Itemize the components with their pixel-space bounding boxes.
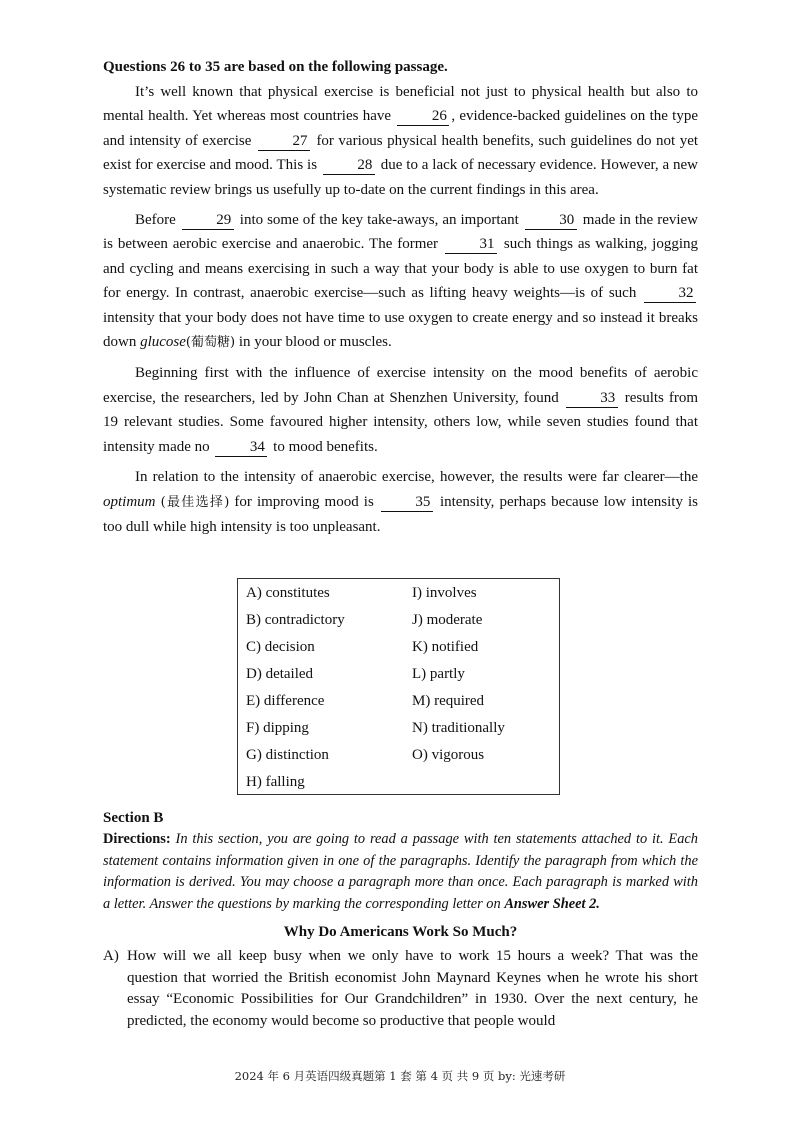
directions-label: Directions: [103,831,171,847]
blank-28[interactable]: 28 [323,157,375,175]
option-n[interactable]: N) traditionally [412,720,505,736]
option-h[interactable]: H) falling [246,774,305,790]
blank-35[interactable]: 35 [381,494,433,512]
word-bank [237,578,560,795]
option-g[interactable]: G) distinction [246,747,329,763]
glucose-gloss: (葡萄糖) [185,335,236,351]
passage-paragraph-2: Before 29 into some of the key take-aways, an important 30 made in the review is between aerobic exercise and anaerobic. The former 31 such things as walking, jogging and cycling and means exercising in such a way that your body is able to use oxygen to burn fat for energy. In contrast, anaerobic exercise—such as lifting heavy weights—is of such 32 intensity that your body does not have time to use oxygen to create energy and so instead it breaks down glucose(葡萄糖) in your blood or muscles. [103,212,699,351]
blank-30[interactable]: 30 [525,212,577,230]
option-b[interactable]: B) contradictory [246,612,345,628]
passage-paragraph-1: It’s well known that physical exercise is beneficial not just to physical health but also to mental health. Yet whereas most countries have 26 , evidence-backed guidelines on the type and intensity of exercise 27 for various physical health benefits, such guidelines do not yet exist for exercise and mood. This is 28 due to a lack of necessary evidence. However, a new systematic review brings us usefully up to-date on the current findings in this area. [103,84,699,198]
option-c[interactable]: C) decision [246,639,315,655]
blank-31[interactable]: 31 [445,236,497,254]
blank-26[interactable]: 26 [397,108,449,126]
option-k[interactable]: K) notified [412,639,479,655]
directions: Directions: In this section, you are going to read a passage with ten statements attached to it. Each statement contains information given in one of the paragraphs. Identify the paragraph from which the information is derived. You may choose a paragraph more than once. Each paragraph is marked with a letter. Answer the questions by marking the corresponding letter on Answer Sheet 2. [103,831,698,912]
answer-sheet-ref: Answer Sheet 2. [504,895,600,912]
optimum-gloss: (最佳选择) [160,494,230,510]
option-l[interactable]: L) partly [412,666,465,682]
section-b [103,807,698,1032]
blank-29[interactable]: 29 [182,212,234,230]
passage-paragraph-3: Beginning first with the influence of exercise intensity on the mood benefits of aerobic exercise, the researchers, led by John Chan at Shenzhen University, found 33 results from 19 relevant studies. Some favoured higher intensity, others low, while seven studies found that intensity made no 34 to mood benefits. [103,365,699,455]
option-o[interactable]: O) vigorous [412,747,485,763]
option-a[interactable]: A) constitutes [246,585,330,601]
passage-paragraph-4: In relation to the intensity of anaerobic exercise, however, the results were far clearer—the optimum (最佳选择) for improving mood is 35 intensity, perhaps because low intensity is too dull while high intensity is too unpleasant. [103,469,699,535]
option-i[interactable]: I) involves [412,585,477,601]
section-a-heading: Questions 26 to 35 are based on the following passage. [103,59,448,75]
article-title: Why Do Americans Work So Much? [283,924,518,940]
blank-27[interactable]: 27 [258,133,310,151]
blank-33[interactable]: 33 [566,390,618,408]
option-m[interactable]: M) required [412,693,485,709]
section-a [103,56,698,545]
blank-34[interactable]: 34 [215,439,267,457]
blank-32[interactable]: 32 [644,285,696,303]
option-d[interactable]: D) detailed [246,666,314,682]
option-j[interactable]: J) moderate [412,612,483,628]
optimum-term: optimum [103,493,156,510]
section-b-title: Section B [103,810,164,826]
article-paragraph-a: A) How will we all keep busy when we only have to work 15 hours a week? That was the question that worried the British economist John Maynard Keynes when he wrote his short essay “Economic Possibilities for Our Grandchildren” in 1930. Over the next century, he predicted, the economy would become so productive that people would [103,948,698,1029]
option-e[interactable]: E) difference [246,693,325,709]
glucose-term: glucose [140,334,186,351]
paragraph-letter: A) [103,948,119,964]
page-footer: 2024 年 6 月英语四级真题第 1 套 第 4 页 共 9 页 by: 光速考研 [234,1069,566,1083]
option-f[interactable]: F) dipping [246,720,309,736]
